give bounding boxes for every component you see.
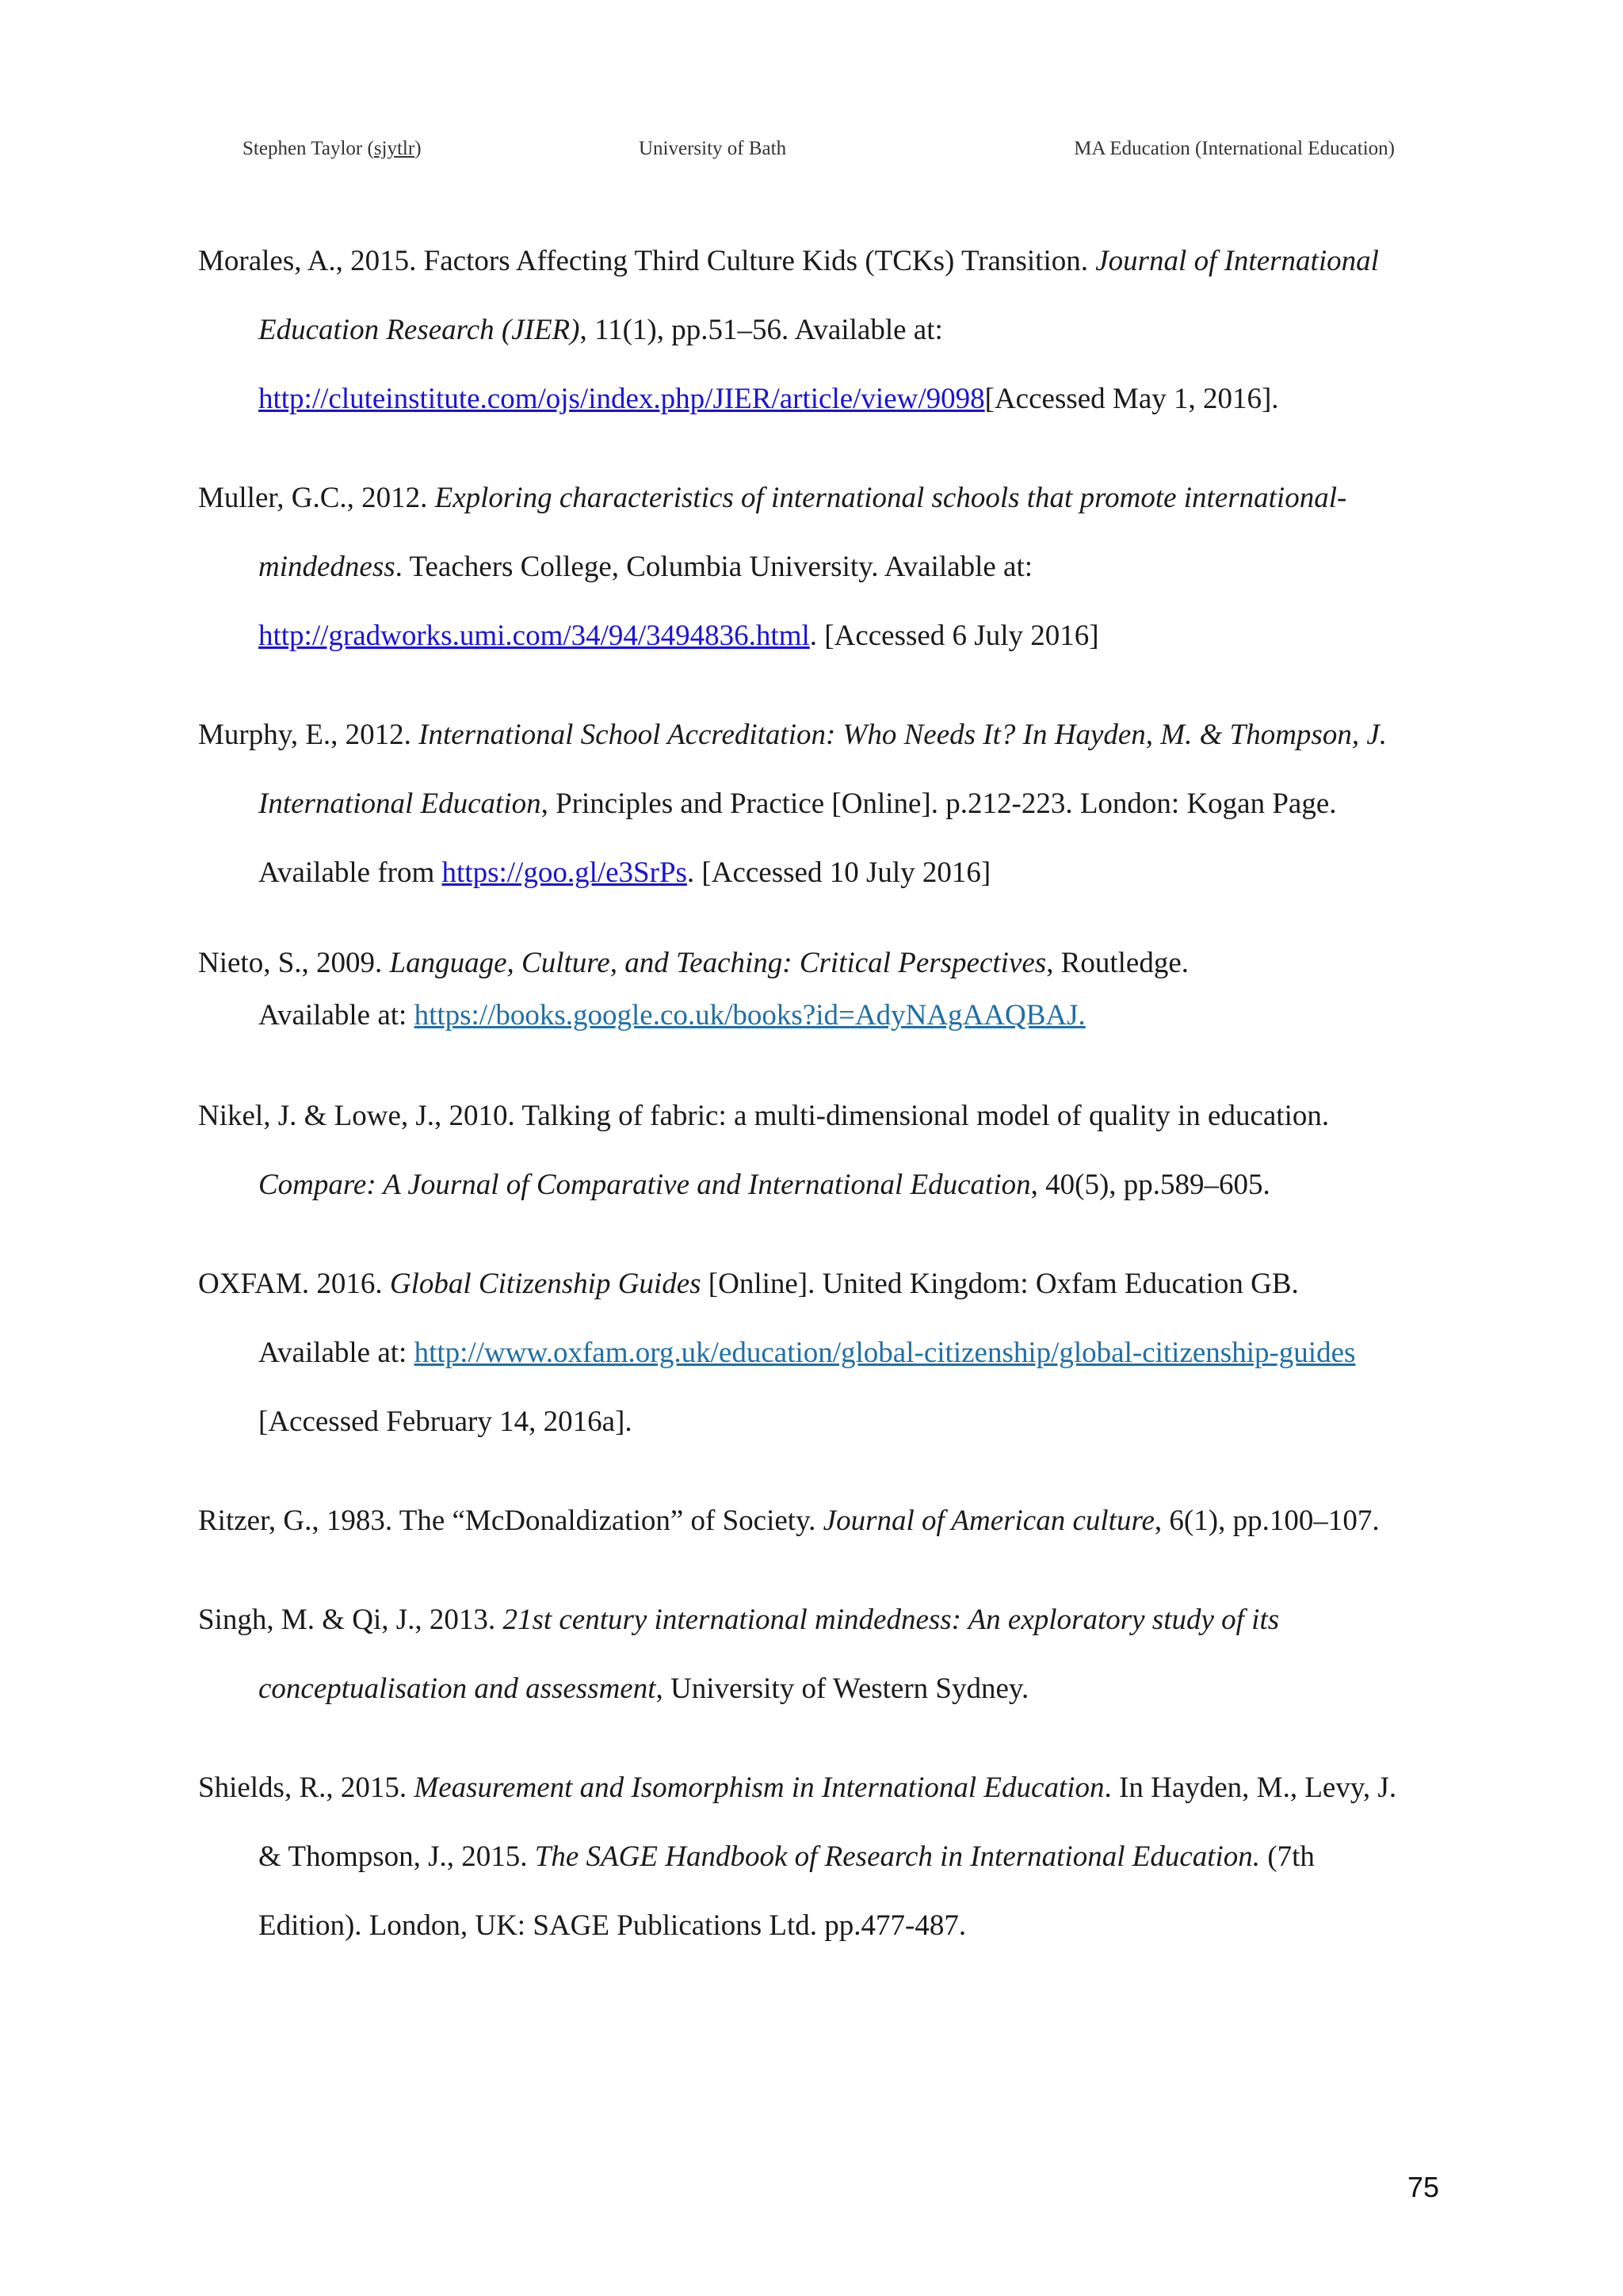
reference-nikel: Nikel, J. & Lowe, J., 2010. Talking of fabric: a multi-dimensional model of quality in education. Compare: A Journal of Comparative and International Education, 40(5), pp.589–605. [198,1100,1330,1201]
header-institution: University of Bath [639,138,787,159]
header-course: MA Education (International Education) [1074,138,1395,159]
running-header [242,138,1395,166]
reference-ritzer: Ritzer, G., 1983. The “McDonaldization” of Society. Journal of American culture, 6(1), pp.100–107. [198,1505,1380,1537]
nieto-url-link[interactable]: https://books.google.co.uk/books?id=AdyNAgAAQBAJ. [414,999,1086,1032]
reference-list [198,227,1442,1960]
reference-shields: Shields, R., 2015. Measurement and Isomorphism in International Education. In Hayden, M., Levy, J. & Thompson, J., 2015. The SAGE Handbook of Research in International Education. (7th Edition). London, UK: SAGE Publications Ltd. pp.477-487. [198,1772,1397,1942]
header-author: Stephen Taylor (sjytlr) [242,138,422,159]
reference-oxfam: OXFAM. 2016. Global Citizenship Guides [Online]. United Kingdom: Oxfam Education GB. Available at: http://www.oxfam.org.uk/education/global-citizenship/global-citizenship-guides [Accessed February 14, 2016a]. [198,1268,1356,1438]
page-number: 75 [1407,2171,1439,2203]
muller-url-link[interactable]: http://gradworks.umi.com/34/94/3494836.html [258,620,810,652]
reference-nieto: Nieto, S., 2009. Language, Culture, and Teaching: Critical Perspectives, Routledge. Available at: https://books.google.co.uk/books?id=AdyNAgAAQBAJ. [198,947,1190,1032]
oxfam-url-link[interactable]: http://www.oxfam.org.uk/education/global-citizenship/global-citizenship-guides [414,1337,1356,1369]
murphy-url-link[interactable]: https://goo.gl/e3SrPs [441,856,687,889]
morales-url-link[interactable]: http://cluteinstitute.com/ojs/index.php/JIER/article/view/9098 [258,383,985,415]
reference-morales: Morales, A., 2015. Factors Affecting Third Culture Kids (TCKs) Transition. Journal of International Education Research (JIER), 11(1), pp.51–56. Available at: http://cluteinstitute.com/ojs/index.php/JIER/article/view/9098[Accessed May 1, 2016]. [198,245,1379,415]
reference-singh: Singh, M. & Qi, J., 2013. 21st century international mindedness: An exploratory study of its conceptualisation and assessment, University of Western Sydney. [198,1604,1280,1705]
reference-muller: Muller, G.C., 2012. Exploring characteristics of international schools that promote international- mindedness. Teachers College, Columbia University. Available at: http://gradworks.umi.com/34/94/3494836.html. [Accessed 6 July 2016] [198,482,1347,652]
author-id: sjytlr [373,138,415,159]
reference-murphy: Murphy, E., 2012. International School Accreditation: Who Needs It? In Hayden, M. & Thompson, J. International Education, Principles and Practice [Online]. p.212-223. London: Kogan Page. Available from https://goo.gl/e3SrPs. [Accessed 10 July 2016] [198,719,1388,889]
